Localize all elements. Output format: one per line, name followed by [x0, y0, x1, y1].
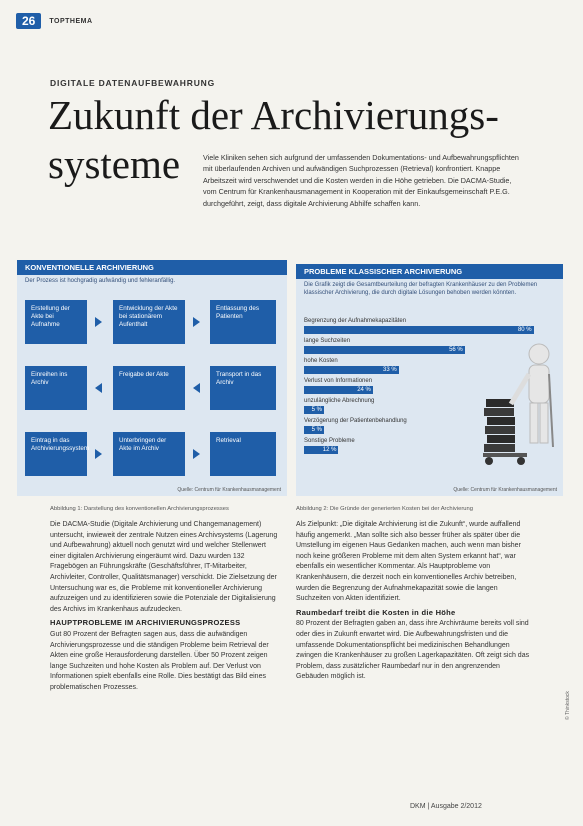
flow-step-6: Transport in das Archiv: [210, 366, 276, 410]
flow-step-4: Einreihen ins Archiv: [25, 366, 87, 410]
bar-label: Verzögerung der Patientenbehandlung: [304, 418, 407, 424]
box-subtitle: Der Prozess ist hochgradig aufwändig und fehleranfällig.: [25, 278, 176, 284]
flow-step-2: Entwicklung der Akte bei stationärem Aufenthalt: [113, 300, 185, 344]
bar-label: unzulängliche Abrechnung: [304, 398, 375, 404]
box-title: KONVENTIONELLE ARCHIVIERUNG: [17, 260, 287, 275]
paragraph: Als Zielpunkt: „Die digitale Archivierung ist die Zukunft“, wurde auffallend häufig angemerkt. „Man sollte sich also besser früher als später über die Umstellung im eigenen Haus Gedanken machen, auch wenn man bisher noch keine größeren Probleme mit dem alten System erkannt hat“, war ebenfalls ein wesentlicher Kommentar. Als Hauptprobleme von Krankenhäusern, die derzeit noch ein konventionelles Archiv betreiben, wurden die Begrenzung der Aufnahmekapazität sowie die langen Suchzeiten von Akten identifiziert.: [296, 521, 521, 603]
flow-step-1: Erstellung der Akte bei Aufnahme: [25, 300, 87, 344]
flow-arrow: [95, 317, 102, 327]
chart-credit: Quelle: Centrum für Krankenhausmanagement: [453, 487, 557, 493]
paragraph: 80 Prozent der Befragten gaben an, dass ihre Archivräume bereits voll sind oder dies in Zukunft erwartet wird. Die Aufbewahrungsfristen und die umfassende Dokumentationspflicht bei medizinischen Behandlungen zwingen die Krankenhäuser zu großen Lagerkapazitäten. Oft zeigt sich das Problem, dass zusätzlicher Raumbedarf nur in den angrenzenden Gebäuden möglich ist.: [296, 620, 530, 681]
subheading: Raumbedarf treibt die Kosten in die Höhe: [296, 607, 456, 617]
page-header: [16, 13, 93, 29]
flow-step-8: Unterbringen der Akte im Archiv: [113, 432, 185, 476]
bar-value-label: 12 %: [322, 447, 337, 453]
paragraph: Gut 80 Prozent der Befragten sagen aus, dass die aufwändigen Archivierungsprozesse und die ständigen Probleme beim Retrieval der Akten eine große Herausforderung darstellen. Über 50 Prozent zeigen lange Suchzeiten und hohe Kosten als Problem auf. Der Verlust von Informationen spielt ebenfalls eine Rolle. Dies bestätigt das Bild eines problematischen Prozesses.: [50, 630, 269, 691]
bar-label: Sonstige Probleme: [304, 438, 355, 444]
flow-step-9: Retrieval: [210, 432, 276, 476]
bar: [304, 386, 373, 394]
box-credit: Quelle: Centrum für Krankenhausmanagement: [177, 487, 281, 493]
article-title-line1: Zukunft der Archivierungs-: [48, 92, 499, 138]
paragraph: Die DACMA-Studie (Digitale Archivierung und Changemanagement) untersucht, inwieweit der zentrale Nutzen eines Archivsystems (Lagerung und Aufbewahrung) aktuell noch genutzt wird und welcher Stellenwert einer digitalen Archivierung eingeräumt wird. Dazu wurden 132 Fragebögen an Führungskräfte (Geschäftsführer, IT-Mitarbeiter, Archivleiter, Controller, Qualitätsmanager) verschickt. Die Zielsetzung der Untersuchung war es, die Probleme mit konventioneller Archivierung aufzuzeigen und zu identifizieren sowie die Potenziale der Digitalisierung des Archivs im Krankenhaus aufzudecken.: [50, 521, 278, 613]
bar: [304, 446, 338, 454]
caption-right: Abbildung 2: Die Gründe der generierten Kosten bei der Archivierung: [296, 506, 473, 512]
bar: [304, 426, 324, 434]
flow-arrow: [193, 383, 200, 393]
chart-subtitle: Die Grafik zeigt die Gesamtbeurteilung der befragten Krankenhäuser zu den Problemen klassischer Archivierung, die durch digitale Lösungen behoben werden könnten.: [304, 282, 538, 296]
section-label: TOPTHEMA: [49, 17, 93, 25]
bar: [304, 346, 465, 354]
bar-value-label: 33 %: [383, 367, 397, 373]
body-column-left: [50, 520, 280, 694]
figure-with-binders-illustration: [481, 329, 561, 479]
flow-arrow: [95, 449, 102, 459]
bar-value-label: 56 %: [449, 347, 463, 353]
article-title-line2: systeme: [48, 141, 181, 187]
flow-arrow: [193, 317, 200, 327]
page-number: 26: [16, 13, 41, 29]
bar-value-label: 80 %: [517, 327, 532, 333]
bar-label: Begrenzung der Aufnahmekapazitäten: [304, 318, 407, 324]
body-column-right: [296, 520, 532, 683]
kicker: DIGITALE DATENAUFBEWAHRUNG: [50, 78, 215, 88]
bar-value-label: 5 %: [311, 427, 322, 433]
bar: [304, 366, 399, 374]
bar-label: hohe Kosten: [304, 358, 338, 364]
flow-arrow: [193, 449, 200, 459]
photo-credit: © Thinkstock: [565, 691, 571, 720]
archiving-problems-chart: [296, 264, 563, 496]
bar-label: lange Suchzeiten: [304, 338, 351, 344]
subheading: HAUPTPROBLEME IM ARCHIVIERUNGSPROZESS: [50, 618, 241, 628]
flow-step-7: Eintrag in das Archivierungssystem: [25, 432, 87, 476]
flow-step-5: Freigabe der Akte: [113, 366, 185, 410]
lead-paragraph: Viele Kliniken sehen sich aufgrund der umfassenden Dokumentations- und Aufbewahrungspflichten mit überlaufenden Archiven und aufwändigen Suchprozessen (Retrieval) konfrontiert. Knappe Arbeitszeit wird verschwendet und die Kosten werden in die Höhe getrieben. Die DACMA-Studie, vom Centrum für Krankenhausmanagement in Kooperation mit der Einkaufsgemeinschaft P.E.G. durchgeführt, zeigt, dass digitale Archivierung Abhilfe schaffen kann.: [203, 153, 519, 208]
chart-title: PROBLEME KLASSISCHER ARCHIVIERUNG: [296, 264, 563, 279]
bar: [304, 406, 324, 414]
page-footer: DKM | Ausgabe 2/2012: [410, 803, 482, 810]
conventional-archiving-box: [17, 260, 287, 496]
caption-left: Abbildung 1: Darstellung des konventionellen Archivierungsprozesses: [50, 506, 229, 512]
bar-value-label: 5 %: [311, 407, 322, 413]
bar-value-label: 24 %: [357, 387, 371, 393]
flow-step-3: Entlassung des Patienten: [210, 300, 276, 344]
bar-label: Verlust von Informationen: [304, 378, 373, 384]
flow-arrow: [95, 383, 102, 393]
